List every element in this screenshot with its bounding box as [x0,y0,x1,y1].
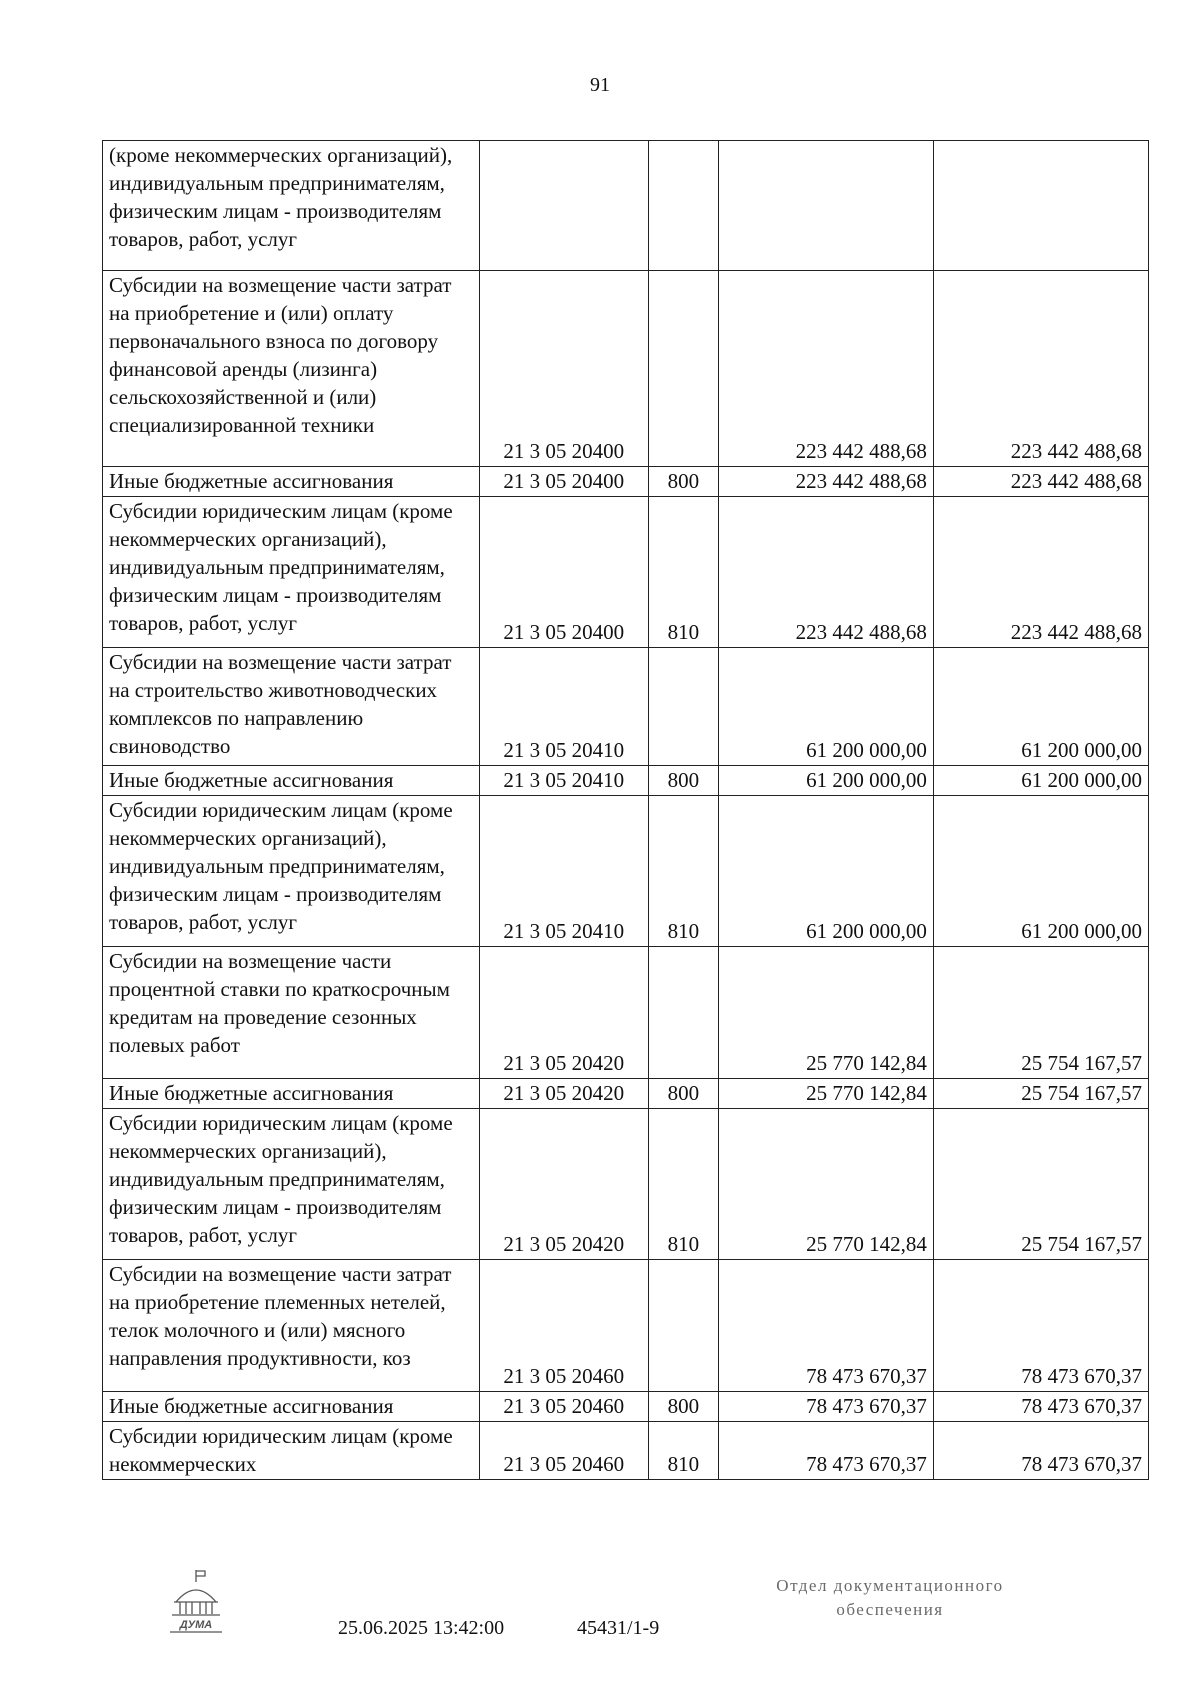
name-cell: Субсидии на возмещение части затрат на строительство животноводческих комплексов по направлению свиноводство [103,648,480,766]
amount-2-cell: 61 200 000,00 [933,796,1148,947]
expense-type-cell [648,271,718,467]
code-cell: 21 3 05 20400 [479,497,648,648]
table-row [103,766,1149,796]
expense-type-cell [648,947,718,1079]
name-cell: Иные бюджетные ассигнования [103,1392,480,1422]
name-cell: Иные бюджетные ассигнования [103,1079,480,1109]
name-cell: Субсидии юридическим лицам (кроме некоммерческих [103,1422,480,1480]
department-stamp [740,1574,1040,1622]
amount-1-cell: 223 442 488,68 [718,271,933,467]
table-row [103,271,1149,467]
amount-2-cell: 78 473 670,37 [933,1260,1148,1392]
expense-type-cell [648,1260,718,1392]
code-cell: 21 3 05 20420 [479,1109,648,1260]
amount-1-cell: 61 200 000,00 [718,648,933,766]
name-cell: Субсидии юридическим лицам (кроме некоммерческих организаций), индивидуальным предпринимателям, физическим лицам - производителям товаров, работ, услуг [103,497,480,648]
table-row [103,1109,1149,1260]
code-cell: 21 3 05 20400 [479,271,648,467]
expense-type-cell: 810 [648,796,718,947]
table-row [103,1079,1149,1109]
code-cell: 21 3 05 20410 [479,796,648,947]
amount-2-cell: 223 442 488,68 [933,467,1148,497]
expense-type-cell: 800 [648,1079,718,1109]
name-cell: Субсидии на возмещение части затрат на приобретение и (или) оплату первоначального взноса по договору финансовой аренды (лизинга) сельскохозяйственной и (или) специализированной техники [103,271,480,467]
amount-1-cell: 25 770 142,84 [718,1109,933,1260]
code-cell: 21 3 05 20460 [479,1260,648,1392]
amount-2-cell: 25 754 167,57 [933,947,1148,1079]
expense-type-cell: 800 [648,766,718,796]
amount-1-cell [718,141,933,271]
amount-1-cell: 61 200 000,00 [718,766,933,796]
amount-2-cell: 61 200 000,00 [933,766,1148,796]
code-cell: 21 3 05 20460 [479,1392,648,1422]
amount-2-cell: 78 473 670,37 [933,1422,1148,1480]
table-row [103,1392,1149,1422]
code-cell: 21 3 05 20420 [479,1079,648,1109]
amount-2-cell: 78 473 670,37 [933,1392,1148,1422]
amount-2-cell: 61 200 000,00 [933,648,1148,766]
duma-logo-text: ДУМА [179,1619,213,1631]
code-cell: 21 3 05 20420 [479,947,648,1079]
expense-type-cell: 810 [648,497,718,648]
code-cell [479,141,648,271]
code-cell: 21 3 05 20410 [479,766,648,796]
code-cell: 21 3 05 20410 [479,648,648,766]
budget-table-body [103,141,1149,1480]
expense-type-cell: 810 [648,1422,718,1480]
table-row [103,497,1149,648]
amount-2-cell: 25 754 167,57 [933,1109,1148,1260]
expense-type-cell: 800 [648,467,718,497]
amount-2-cell [933,141,1148,271]
table-row [103,947,1149,1079]
amount-1-cell: 61 200 000,00 [718,796,933,947]
expense-type-cell: 800 [648,1392,718,1422]
amount-1-cell: 25 770 142,84 [718,1079,933,1109]
footer-doc-number: 45431/1-9 [577,1617,660,1639]
name-cell: (кроме некоммерческих организаций), индивидуальным предпринимателям, физическим лицам - производителям товаров, работ, услуг [103,141,480,271]
amount-1-cell: 25 770 142,84 [718,947,933,1079]
table-row [103,141,1149,271]
code-cell: 21 3 05 20400 [479,467,648,497]
name-cell: Субсидии на возмещение части затрат на приобретение племенных нетелей, телок молочного и (или) мясного направления продуктивности, коз [103,1260,480,1392]
amount-2-cell: 25 754 167,57 [933,1079,1148,1109]
amount-1-cell: 223 442 488,68 [718,467,933,497]
amount-1-cell: 78 473 670,37 [718,1260,933,1392]
name-cell: Иные бюджетные ассигнования [103,467,480,497]
table-row [103,467,1149,497]
table-row [103,1422,1149,1480]
name-cell: Субсидии на возмещение части процентной ставки по краткосрочным кредитам на проведение сезонных полевых работ [103,947,480,1079]
budget-table [102,140,1149,1480]
amount-1-cell: 78 473 670,37 [718,1392,933,1422]
page-number: 91 [590,74,610,96]
duma-logo-icon [168,1568,224,1634]
name-cell: Субсидии юридическим лицам (кроме некоммерческих организаций), индивидуальным предпринимателям, физическим лицам - производителям товаров, работ, услуг [103,796,480,947]
name-cell: Субсидии юридическим лицам (кроме некоммерческих организаций), индивидуальным предпринимателям, физическим лицам - производителям товаров, работ, услуг [103,1109,480,1260]
amount-2-cell: 223 442 488,68 [933,497,1148,648]
footer-date: 25.06.2025 13:42:00 [338,1617,505,1639]
stamp-line-1: Отдел документационного [776,1576,1004,1595]
expense-type-cell [648,141,718,271]
code-cell: 21 3 05 20460 [479,1422,648,1480]
name-cell: Иные бюджетные ассигнования [103,766,480,796]
table-row [103,796,1149,947]
amount-1-cell: 223 442 488,68 [718,497,933,648]
expense-type-cell: 810 [648,1109,718,1260]
stamp-line-2: обеспечения [836,1600,944,1619]
amount-1-cell: 78 473 670,37 [718,1422,933,1480]
table-row [103,648,1149,766]
expense-type-cell [648,648,718,766]
table-row [103,1260,1149,1392]
amount-2-cell: 223 442 488,68 [933,271,1148,467]
